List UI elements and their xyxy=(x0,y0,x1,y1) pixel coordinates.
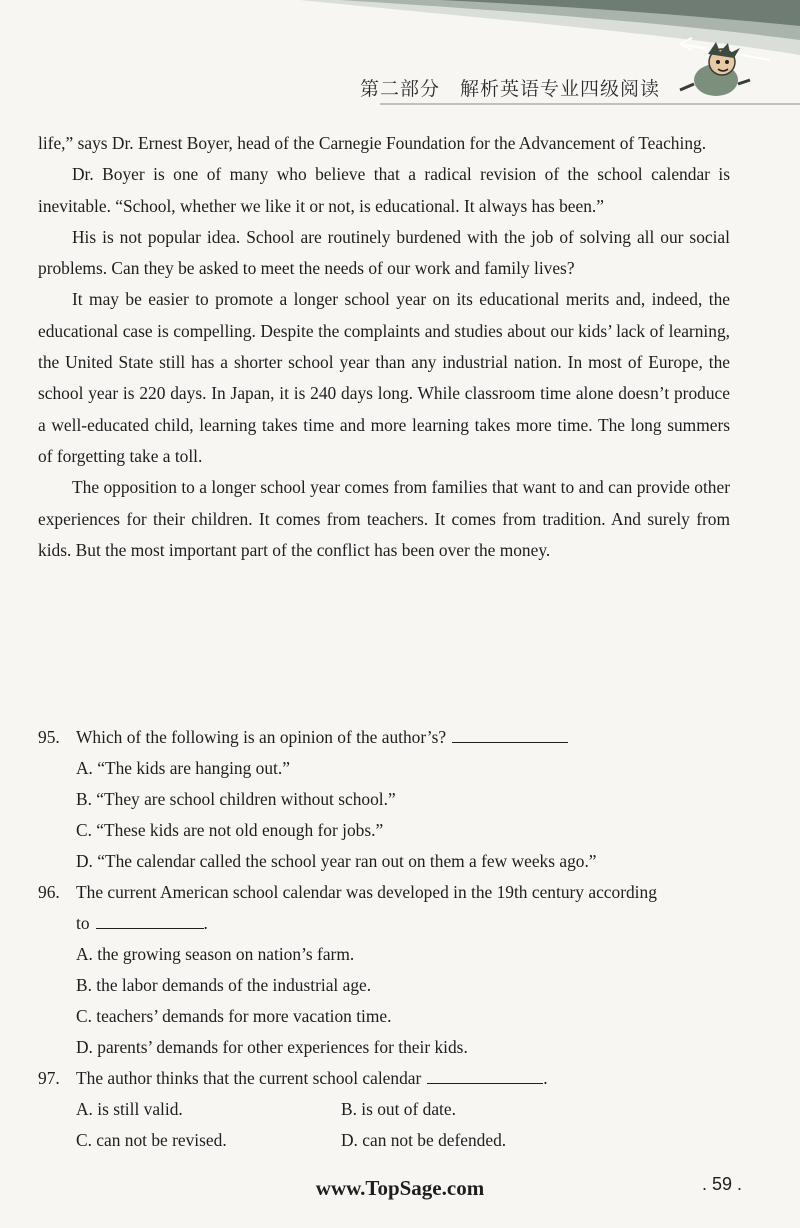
cartoon-mascot-icon xyxy=(678,40,752,104)
passage-paragraph: It may be easier to promote a longer school year on its educational merits and, indeed, the educational case is compelling. Despite the complaints and studies about our kids’ lack of learning, the United State still has a shorter school year than any industrial nation. In most of Europe, the school year is 220 days. In Japan, it is 240 days long. While classroom time alone doesn’t produce a well-educated child, learning takes time and more learning takes more time. The long summers of forgetting take a toll. xyxy=(38,289,730,466)
option-row xyxy=(38,1094,738,1125)
option-d: D. can not be defended. xyxy=(341,1130,507,1150)
footer-website-url: www.TopSage.com xyxy=(315,1176,485,1200)
question-number: 95. xyxy=(38,727,60,747)
option-a: A. the growing season on nation’s farm. xyxy=(76,944,355,964)
question-stem: The current American school calendar was developed in the 19th century according xyxy=(76,882,657,902)
option-c: C. teachers’ demands for more vacation time. xyxy=(76,1006,392,1026)
option-d: D. “The calendar called the school year ran out on them a few weeks ago.” xyxy=(76,851,597,871)
option-row xyxy=(38,1125,738,1156)
question-stem: Which of the following is an opinion of the author’s? xyxy=(76,727,447,747)
question-stem: The author thinks that the current school calendar xyxy=(76,1068,422,1088)
question-stem-continued: to xyxy=(76,913,90,933)
answer-blank xyxy=(452,728,568,743)
passage-paragraph: His is not popular idea. School are routinely burdened with the job of solving all our social problems. Can they be asked to meet the needs of our work and family lives? xyxy=(38,226,730,279)
question-96-continued: to . xyxy=(76,913,208,933)
option-c: C. can not be revised. xyxy=(76,1130,227,1150)
answer-blank xyxy=(427,1069,543,1084)
passage-paragraph: Dr. Boyer is one of many who believe that a radical revision of the school calendar is inevitable. “School, whether we like it or not, is educational. It always has been.” xyxy=(38,164,730,216)
option-c: C. “These kids are not old enough for jobs.” xyxy=(76,820,384,840)
answer-blank xyxy=(96,914,204,929)
passage-paragraph: life,” says Dr. Ernest Boyer, head of the Carnegie Foundation for the Advancement of Teaching. xyxy=(38,133,707,153)
option-b: B. is out of date. xyxy=(341,1099,456,1119)
question-number: 97. xyxy=(38,1068,60,1088)
question-95 xyxy=(38,722,738,753)
running-header-title: 第二部分 解析英语专业四级阅读 xyxy=(359,78,660,100)
option-a: A. is still valid. xyxy=(76,1099,183,1119)
option-b: B. “They are school children without school.” xyxy=(76,789,396,809)
option-d: D. parents’ demands for other experiences for their kids. xyxy=(76,1037,468,1057)
question-number: 96. xyxy=(38,882,60,902)
reading-passage xyxy=(38,128,730,566)
passage-paragraph: The opposition to a longer school year comes from families that want to and can provide other experiences for their children. It comes from teachers. It comes from tradition. And surely from kids. But the most important part of the conflict has been over the money. xyxy=(38,477,730,560)
question-list xyxy=(38,722,738,1156)
option-a: A. “The kids are hanging out.” xyxy=(76,758,290,778)
question-97: 97. The author thinks that the current school calendar . xyxy=(38,1063,738,1094)
page-number: . 59 . xyxy=(701,1174,742,1194)
option-b: B. the labor demands of the industrial age. xyxy=(76,975,372,995)
question-96 xyxy=(38,877,738,908)
